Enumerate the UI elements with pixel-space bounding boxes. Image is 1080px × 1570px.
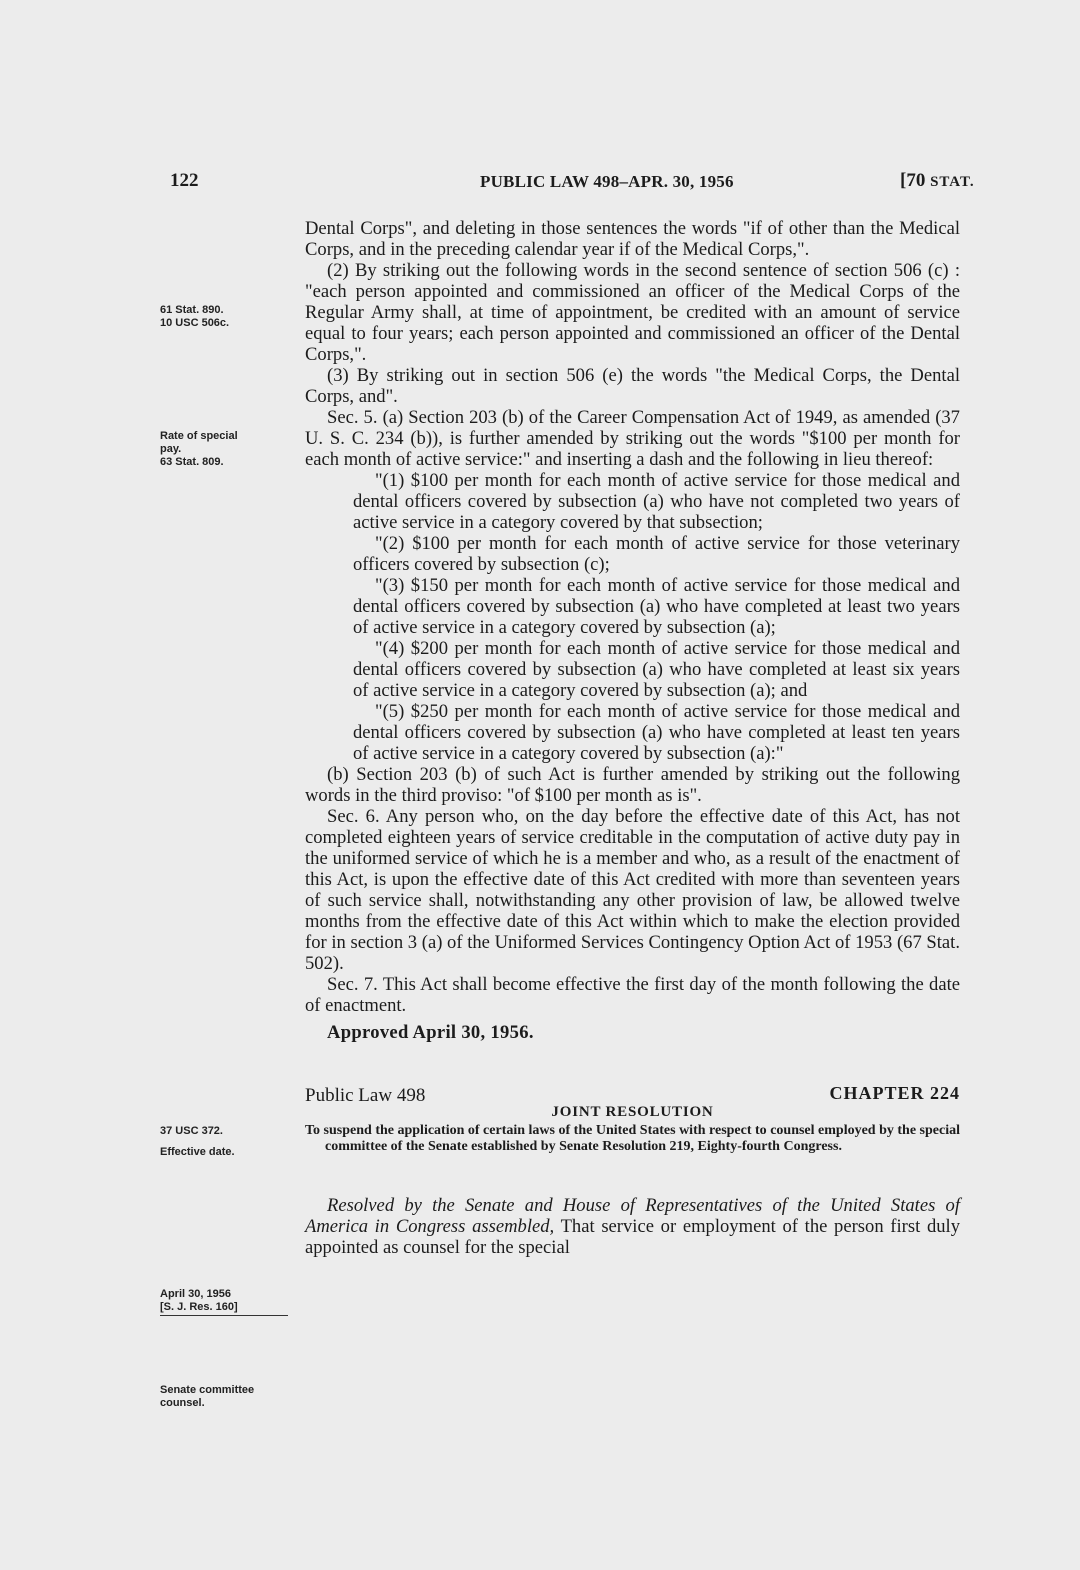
section-5-b: (b) Section 203 (b) of such Act is further amended by striking out the following words in the third proviso: "of $100 per month as is". — [305, 764, 960, 806]
resolution-abstract: To suspend the application of certain laws of the United States with respect to counsel employed by the special committee of the Senate established by Senate Resolution 219, Eighty-fourth Congress. — [305, 1123, 960, 1154]
public-law-number: Public Law 498 — [305, 1085, 426, 1106]
section-7-label: Sec. 7. — [327, 974, 378, 995]
quoted-clause-4: "(4) $200 per month for each month of active service for those medical and dental officers covered by subsection (a) who have completed at least six years of active service in a category covered by subsection (a); and — [353, 638, 960, 701]
resolving-clause-text: That service or employment of the person first duly appointed as counsel for the special — [305, 1216, 961, 1258]
quoted-clause-1: "(1) $100 per month for each month of active service for those medical and dental officers covered by subsection (a) who have not completed two years of active service in a category covered by that subsection; — [353, 470, 960, 533]
paragraph-2: (2) By striking out the following words in the second sentence of section 506 (c) : "each person appointed and commissioned an officer of the Medical Corps of the Regular Army shall, at time of appointment, be credited with an amount of service equal to four years; each person appointed and commissioned an officer of the Dental Corps,". — [305, 260, 960, 365]
quoted-clause-3: "(3) $150 per month for each month of active service for those medical and dental officers covered by subsection (a) who have completed at least two years of active service in a category covered by subsection (a); — [353, 575, 960, 638]
main-text — [305, 218, 960, 1258]
margin-note-effective-date: Effective date. — [160, 1146, 235, 1158]
section-5-text: (a) Section 203 (b) of the Career Compensation Act of 1949, as amended (37 U. S. C. 234 (b)), is further amended by striking out the words "$100 per month for each month of active service:" and inserting a dash and the following in lieu thereof: — [305, 407, 960, 470]
quoted-clause-2: "(2) $100 per month for each month of active service for those veterinary officers covered by subsection (c); — [353, 533, 960, 575]
resolving-clause-italic: Resolved by the Senate and House of Representatives of the United States of America in Congress assembled, — [305, 1195, 960, 1237]
section-6 — [305, 806, 960, 974]
page-header — [0, 170, 1080, 194]
section-7 — [305, 974, 960, 1016]
resolving-clause — [305, 1195, 960, 1258]
margin-note-resolution-ref: April 30, 1956 [S. J. Res. 160] — [160, 1288, 300, 1316]
public-law-heading — [305, 1083, 960, 1107]
running-title: PUBLIC LAW 498–APR. 30, 1956 — [480, 172, 734, 191]
chapter-number: CHAPTER 224 — [829, 1083, 960, 1103]
paragraph-continuation: Dental Corps", and deleting in those sentences the words "if of other than the Medical Corps, and in the preceding calendar year if of the Medical Corps,". — [305, 218, 960, 260]
statute-label: STAT. — [930, 174, 975, 190]
section-6-label: Sec. 6. — [327, 806, 380, 827]
section-6-text: Any person who, on the day before the effective date of this Act, has not completed eighteen years of service creditable in the computation of active duty pay in the uniformed service of which he is a member and who, as a result of the enactment of this Act, is upon the effective date of this Act credited with more than seventeen years of such service shall, notwithstanding any other provision of law, be allowed twelve months from the effective date of this Act within which to make the election provided for in section 3 (a) of the Uniformed Services Contingency Option Act of 1953 (67 Stat. 502). — [305, 806, 960, 974]
margin-note-usc-372: 37 USC 372. — [160, 1125, 223, 1137]
statute-volume — [900, 170, 975, 192]
approval-line: Approved April 30, 1956. — [327, 1022, 534, 1043]
paragraph-3: (3) By striking out in section 506 (e) the words "the Medical Corps, the Dental Corps, and". — [305, 365, 960, 407]
section-5 — [305, 407, 960, 470]
page-number: 122 — [170, 170, 199, 191]
margin-note-special-pay: Rate of special pay. 63 Stat. 809. — [160, 430, 238, 468]
joint-resolution-heading: JOINT RESOLUTION — [551, 1104, 714, 1120]
statute-bracket: [70 — [900, 170, 931, 191]
margin-note-senate-committee: Senate committee counsel. — [160, 1384, 255, 1409]
quoted-clause-5: "(5) $250 per month for each month of active service for those medical and dental officers covered by subsection (a) who have completed at least ten years of active service in a category covered by subsection (a):" — [353, 701, 960, 764]
margin-note-stat-890: 61 Stat. 890. 10 USC 506c. — [160, 304, 230, 329]
section-5-label: Sec. 5. — [327, 407, 378, 428]
section-7-text: This Act shall become effective the first day of the month following the date of enactment. — [305, 974, 961, 1016]
